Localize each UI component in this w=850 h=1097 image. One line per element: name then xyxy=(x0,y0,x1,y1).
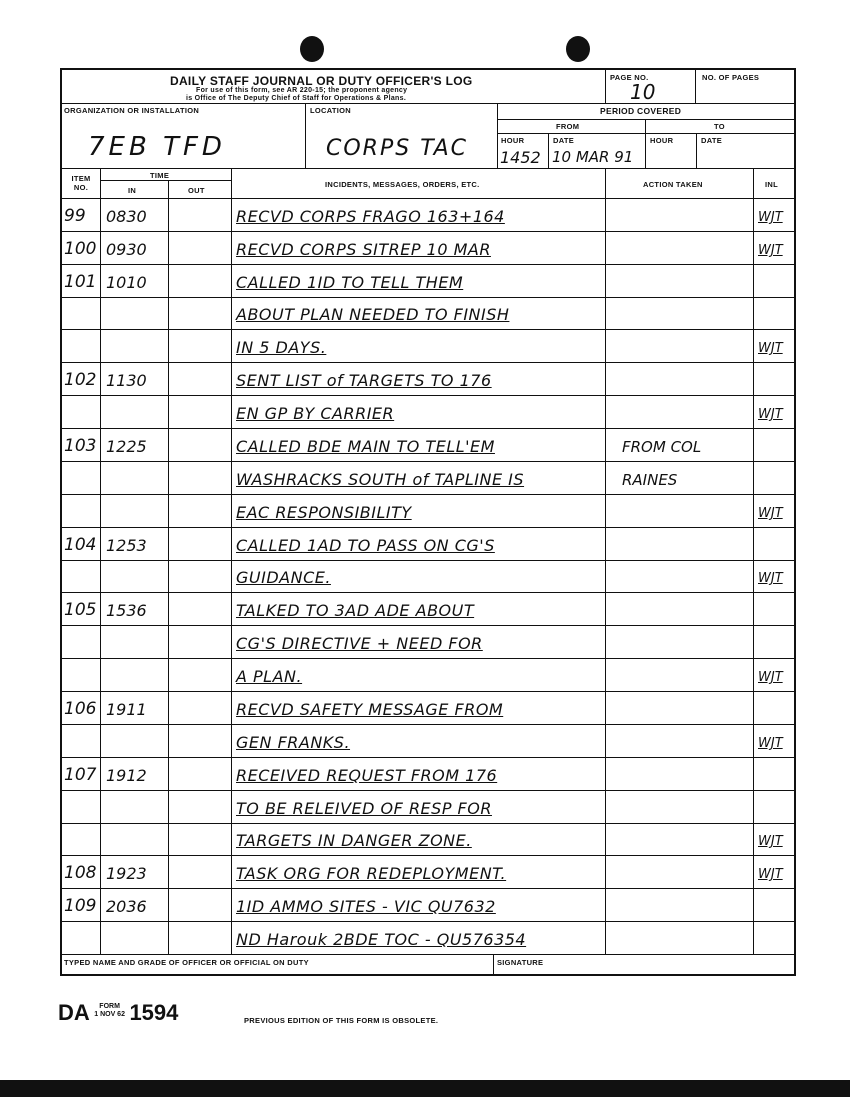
form-date: 1 NOV 62 xyxy=(94,1011,125,1018)
row-time-in: 1253 xyxy=(106,536,147,555)
row-rule xyxy=(60,329,796,330)
row-item-no: 101 xyxy=(64,272,97,292)
location-label: LOCATION xyxy=(310,106,352,115)
row-rule xyxy=(60,527,796,528)
row-rule xyxy=(60,560,796,561)
row-rule xyxy=(60,264,796,265)
row-initials: WJT xyxy=(758,670,783,685)
row-rule xyxy=(60,231,796,232)
row-incident-text: ND Harouk 2BDE TOC - QU576354 xyxy=(236,930,527,949)
row-rule xyxy=(60,592,796,593)
punch-hole-left xyxy=(300,36,324,62)
row-initials: WJT xyxy=(758,243,783,258)
no-of-pages-label: NO. OF PAGES xyxy=(702,73,760,82)
row-rule xyxy=(60,823,796,824)
row-incident-text: CALLED 1AD TO PASS ON CG'S xyxy=(236,536,495,555)
row-item-no: 102 xyxy=(64,370,97,390)
row-rule xyxy=(60,691,796,692)
row-initials: WJT xyxy=(758,834,783,849)
row-rule xyxy=(60,297,796,298)
row-rule xyxy=(60,790,796,791)
form-edition xyxy=(94,1003,125,1019)
row-initials: WJT xyxy=(758,571,783,586)
row-incident-text: RECEIVED REQUEST FROM 176 xyxy=(236,766,498,785)
location-value: CORPS TAC xyxy=(326,136,469,161)
form-number-block xyxy=(58,1000,178,1026)
row-time-in: 1010 xyxy=(106,273,147,292)
row-rule xyxy=(60,888,796,889)
row-incident-text: CALLED 1ID TO TELL THEM xyxy=(236,273,464,292)
row-time-in: 1911 xyxy=(106,700,147,719)
row-rule xyxy=(60,362,796,363)
from-label: FROM xyxy=(556,122,580,131)
row-item-no: 106 xyxy=(64,699,97,719)
row-incident-text: IN 5 DAYS. xyxy=(236,338,327,357)
row-initials: WJT xyxy=(758,867,783,882)
row-initials: WJT xyxy=(758,506,783,521)
row-rule xyxy=(60,921,796,922)
row-incident-text: WASHRACKS SOUTH of TAPLINE IS xyxy=(236,470,525,489)
row-initials: WJT xyxy=(758,736,783,751)
row-rule xyxy=(60,625,796,626)
row-action-taken: RAINES xyxy=(622,471,678,489)
row-initials: WJT xyxy=(758,341,783,356)
row-time-in: 1130 xyxy=(106,371,147,390)
col-item-no: ITEM NO. xyxy=(71,174,91,192)
row-rule xyxy=(60,494,796,495)
row-incident-text: CG'S DIRECTIVE + NEED FOR xyxy=(236,634,483,653)
row-time-in: 1912 xyxy=(106,766,147,785)
bottom-border xyxy=(0,1080,850,1097)
to-date-label: DATE xyxy=(701,136,723,145)
form-number: 1594 xyxy=(129,1000,179,1025)
row-time-in: 1225 xyxy=(106,437,147,456)
row-incident-text: RECVD SAFETY MESSAGE FROM xyxy=(236,700,504,719)
row-incident-text: ABOUT PLAN NEEDED TO FINISH xyxy=(236,305,510,324)
to-hour-label: HOUR xyxy=(650,136,674,145)
previous-edition-note: PREVIOUS EDITION OF THIS FORM IS OBSOLETE. xyxy=(244,1016,439,1025)
row-action-taken: FROM COL xyxy=(622,438,702,456)
org-label: ORGANIZATION OR INSTALLATION xyxy=(64,106,200,115)
row-rule xyxy=(60,428,796,429)
org-value: 7EB TFD xyxy=(88,132,226,162)
row-incident-text: 1ID AMMO SITES - VIC QU7632 xyxy=(236,897,496,916)
col-in: IN xyxy=(128,186,137,195)
page-no-value: 10 xyxy=(630,80,656,104)
row-item-no: 104 xyxy=(64,535,97,555)
from-date-value: 10 MAR 91 xyxy=(552,148,634,166)
row-initials: WJT xyxy=(758,407,783,422)
col-inl: INL xyxy=(765,180,778,189)
period-label: PERIOD COVERED xyxy=(600,106,682,116)
row-rule xyxy=(60,724,796,725)
from-date-label: DATE xyxy=(553,136,575,145)
row-item-no: 107 xyxy=(64,765,97,785)
form-subtitle-2: is Office of The Deputy Chief of Staff for Operations & Plans. xyxy=(186,95,407,102)
row-incident-text: SENT LIST of TARGETS TO 176 xyxy=(236,371,492,390)
col-incidents: INCIDENTS, MESSAGES, ORDERS, ETC. xyxy=(325,180,480,189)
row-item-no: 105 xyxy=(64,600,97,620)
punch-hole-right xyxy=(566,36,590,62)
row-item-no: 103 xyxy=(64,436,97,456)
row-incident-text: RECVD CORPS SITREP 10 MAR xyxy=(236,240,491,259)
signature-label: SIGNATURE xyxy=(497,958,544,967)
col-action: ACTION TAKEN xyxy=(643,180,703,189)
form-subtitle-1: For use of this form, see AR 220-15; the proponent agency xyxy=(196,87,408,94)
form-da: DA xyxy=(58,1000,90,1025)
row-item-no: 99 xyxy=(64,206,86,226)
row-rule xyxy=(60,855,796,856)
row-incident-text: EN GP BY CARRIER xyxy=(236,404,395,423)
row-initials: WJT xyxy=(758,210,783,225)
row-incident-text: TO BE RELEIVED OF RESP FOR xyxy=(236,799,492,818)
col-time: TIME xyxy=(150,171,170,180)
row-incident-text: EAC RESPONSIBILITY xyxy=(236,503,412,522)
row-rule xyxy=(60,461,796,462)
row-incident-text: RECVD CORPS FRAGO 163+164 xyxy=(236,207,505,226)
row-incident-text: A PLAN. xyxy=(236,667,303,686)
from-hour-label: HOUR xyxy=(501,136,525,145)
row-incident-text: TASK ORG FOR REDEPLOYMENT. xyxy=(236,864,507,883)
page-no-label: PAGE NO. xyxy=(610,73,649,82)
row-incident-text: TARGETS IN DANGER ZONE. xyxy=(236,831,472,850)
row-time-in: 0830 xyxy=(106,207,147,226)
form-title: DAILY STAFF JOURNAL OR DUTY OFFICER'S LOG xyxy=(170,74,473,88)
row-rule xyxy=(60,757,796,758)
row-item-no: 109 xyxy=(64,896,97,916)
row-time-in: 0930 xyxy=(106,240,147,259)
row-time-in: 2036 xyxy=(106,897,147,916)
row-item-no: 100 xyxy=(64,239,97,259)
col-out: OUT xyxy=(188,186,205,195)
row-time-in: 1536 xyxy=(106,601,147,620)
row-incident-text: GEN FRANKS. xyxy=(236,733,351,752)
row-item-no: 108 xyxy=(64,863,97,883)
row-incident-text: TALKED TO 3AD ADE ABOUT xyxy=(236,601,475,620)
to-label: TO xyxy=(714,122,725,131)
row-time-in: 1923 xyxy=(106,864,147,883)
row-incident-text: GUIDANCE. xyxy=(236,568,331,587)
row-rule xyxy=(60,658,796,659)
typed-name-label: TYPED NAME AND GRADE OF OFFICER OR OFFICIAL ON DUTY xyxy=(64,958,309,967)
form-word: FORM xyxy=(99,1003,120,1010)
row-incident-text: CALLED BDE MAIN TO TELL'EM xyxy=(236,437,495,456)
from-hour-value: 1452 xyxy=(500,148,541,167)
row-rule xyxy=(60,395,796,396)
